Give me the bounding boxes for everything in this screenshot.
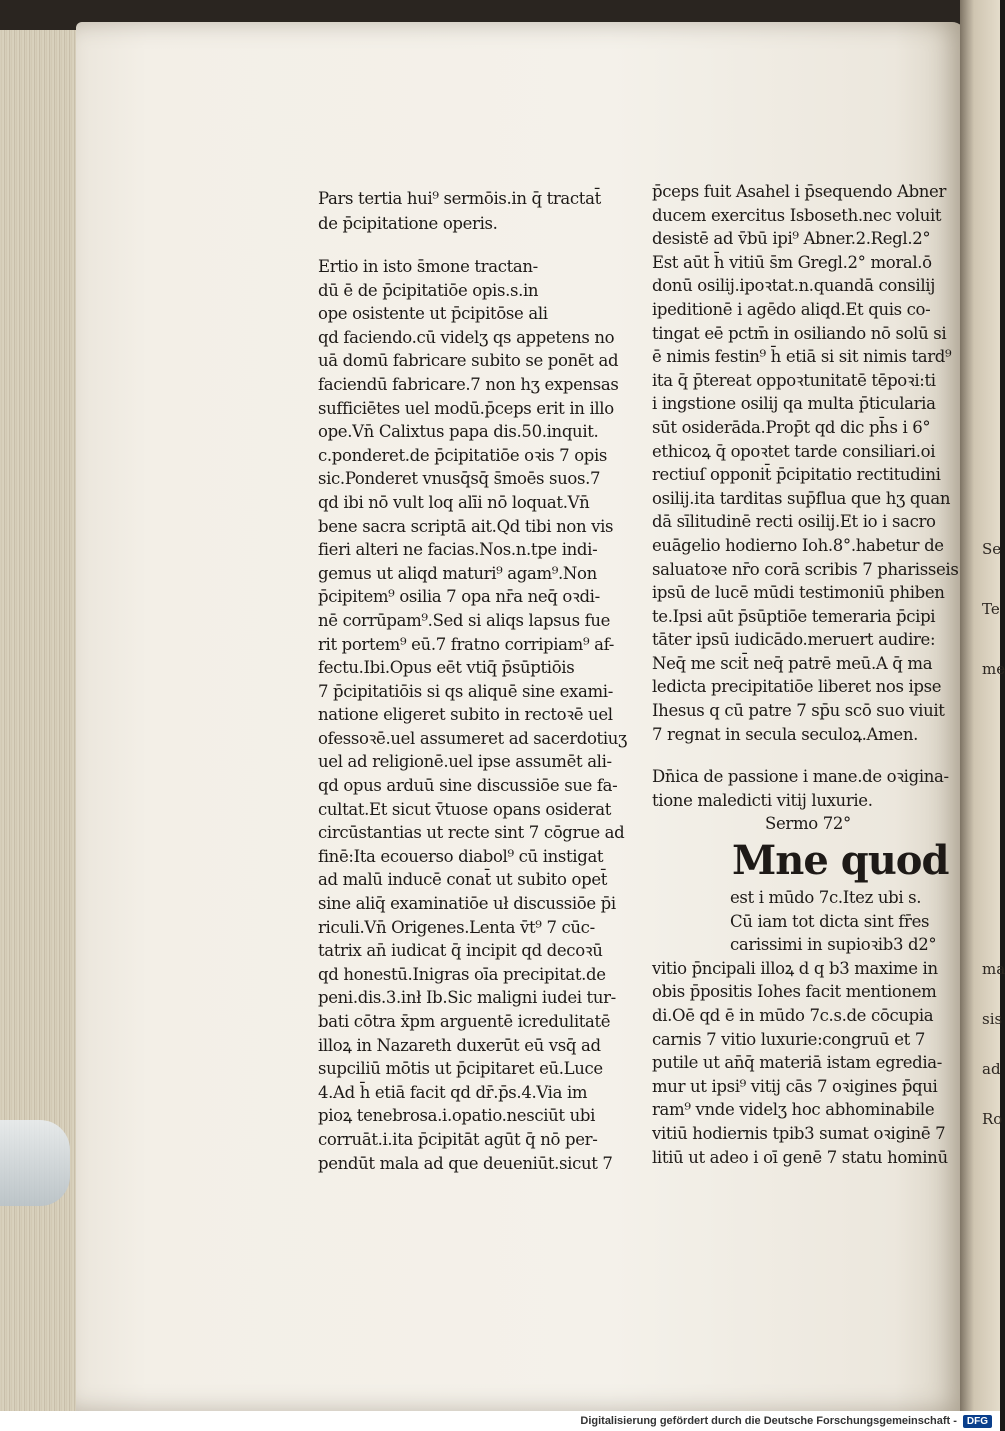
- text-line: di.Oē qd ē in mūdo 7c.s.de cōcupia: [652, 1006, 934, 1025]
- text-line: euāgelio hodierno Ioh.8°.habetur de: [652, 535, 944, 555]
- text-line: carnis 7 vitio luxurie:congruū et 7: [652, 1029, 925, 1049]
- text-line: Dn̄ica de passione i mane.de oꝛigina-: [652, 767, 949, 787]
- text-line: peni.dis.3.inł Ib.Sic maligni iudei tur-: [318, 988, 616, 1008]
- text-line: dā sīlitudinē recti osilij.Et io i sacro: [652, 512, 936, 532]
- text-line: mur ut ipsi⁹ vitij cās 7 oꝛigines p̄qui: [652, 1076, 938, 1096]
- text-line: desistē ad v̄bū ipi⁹ Abner.2.Regl.2°: [652, 229, 931, 249]
- text-line: obis p̄positis Iohes facit mentionem: [652, 982, 937, 1002]
- text-line: ethicoꝝ q̄ opoꝛtet tarde consiliari.oi: [652, 441, 936, 461]
- text-line: uel ad religionē.uel ipse assumēt ali-: [318, 752, 612, 772]
- text-line: c.ponderet.de p̄cipitatiōe oꝛis 7 opis: [318, 445, 608, 465]
- text-line: fectu.Ibi.Opus eēt vtiq̄ p̄sūptiōis: [318, 658, 575, 678]
- text-line: ad malū inducē conat̄ ut subito opet̄: [318, 870, 608, 890]
- text-line: i ingstione osilij qa multa p̄ticularia: [652, 394, 936, 414]
- text-line: litiū ut adeo i oī genē 7 statu hominū: [652, 1147, 948, 1167]
- text-line: ope.Vn̄ Calixtus papa dis.50.inquit.: [318, 422, 599, 442]
- text-line: tione maledicti vitij luxurie.: [652, 790, 873, 810]
- text-line: vitio p̄ncipali illoꝝ d q b3 maxime in: [652, 958, 938, 978]
- text-line: 4.Ad h̄ etiā facit qd dr̄.p̄s.4.Via im: [318, 1082, 588, 1102]
- right-text-column: [652, 180, 959, 1169]
- text-line: vitiū hodiernis tpib3 sumat oꝛiginē 7: [652, 1123, 946, 1143]
- text-line: Pars tertia hui⁹ sermōis.in q̄ tractat̄: [318, 189, 601, 208]
- text-line: qd honestū.Inigras oīa precipitat.de: [318, 964, 606, 984]
- sermon-number: Sermo 72°: [765, 814, 851, 834]
- text-line: Ihesus q cū patre 7 sp̄u scō suo viuit: [652, 701, 945, 721]
- text-line: saluatoꝛe nr̄o corā scribis 7 pharisseis: [652, 559, 959, 579]
- text-line: faciendū fabricare.7 non hʒ expensas: [318, 374, 619, 394]
- right-column-body: [652, 180, 959, 746]
- facing-page-fragment: ma: [982, 960, 1005, 978]
- text-line: supciliū mōtis ut p̄cipitaret eū.Luce: [318, 1059, 603, 1079]
- text-line: 7 p̄cipitatiōis si qs aliquē sine exami-: [318, 681, 613, 701]
- text-line: ipsū de lucē mūdi testimoniū phiben: [652, 583, 945, 603]
- text-line: dū ē de p̄cipitatiōe opis.s.in: [318, 280, 539, 300]
- sermon-heading: [652, 765, 949, 812]
- text-line: tingat eē pctm̄ in osiliando nō solū si: [652, 323, 947, 343]
- page-clip: [0, 1120, 70, 1206]
- facing-page-fragment: ad: [982, 1060, 1001, 1078]
- text-line: circūstantias ut recte sint 7 cōgrue ad: [318, 823, 625, 843]
- left-column-body: [318, 255, 627, 1175]
- text-line: ē nimis festin⁹ h̄ etiā si sit nimis tard⁹: [652, 347, 952, 367]
- text-line: gemus ut aliqd maturi⁹ agam⁹.Non: [318, 563, 597, 583]
- text-line: te.Ipsi aūt p̄sūptiōe temeraria p̄cipi: [652, 606, 936, 626]
- facing-page-fragment: Ro: [982, 1110, 1003, 1128]
- text-line: ram⁹ vnde videlʒ hoc abhominabile: [652, 1100, 935, 1120]
- text-line: ledicta precipitatiōe liberet nos ipse: [652, 677, 942, 697]
- text-line: pioꝝ tenebrosa.i.opatio.nesciūt ubi: [318, 1106, 596, 1126]
- text-line: 7 regnat in secula seculoꝝ.Amen.: [652, 724, 918, 744]
- text-line: cultat.Et sicut v̄tuose opans osiderat: [318, 799, 611, 819]
- text-line: nē corrūpam⁹.Sed si aliqs lapsus fue: [318, 610, 611, 630]
- text-line: donū osilij.ipoꝛtat.n.quandā consilij: [652, 276, 935, 296]
- text-line: natione eligeret subito in rectoꝛē uel: [318, 705, 613, 725]
- text-line: corruāt.i.ita p̄cipitāt agūt q̄ nō per-: [318, 1129, 598, 1149]
- text-line: Neq̄ me scit̄ neq̄ patrē meū.A q̄ ma: [652, 653, 933, 673]
- text-line: Est aūt h̄ vitiū s̄m Gregl.2° moral.ō: [652, 252, 932, 272]
- text-line: ita q̄ p̄tereat oppoꝛtunitatē tēpoꝛi:ti: [652, 370, 936, 390]
- footer-bar: [0, 1411, 1000, 1431]
- text-line: ducem exercitus Isboseth.nec voluit: [652, 205, 942, 225]
- facing-page-fragment: sis: [982, 1010, 1003, 1028]
- text-line: bene sacra scriptā ait.Qd tibi non vis: [318, 516, 614, 536]
- text-line: sine aliq̄ examinatiōe uł discussiōe p̄i: [318, 894, 616, 914]
- text-line: p̄ceps fuit Asahel i p̄sequendo Abner: [652, 182, 947, 201]
- facing-page-fragment: Se: [982, 540, 1002, 558]
- text-line: qd opus arduū sine discussiōe sue fa-: [318, 776, 618, 796]
- text-line: osilij.ita tarditas sup̄flua que hʒ quan: [652, 488, 951, 508]
- text-line: ofessoꝛē.uel assumeret ad sacerdotiuʒ: [318, 728, 627, 748]
- left-text-column: [318, 186, 627, 1175]
- facing-page-fragment: me: [982, 660, 1005, 678]
- text-line: sufficiētes uel modū.p̄ceps erit in illo: [318, 398, 614, 418]
- text-line: de p̄cipitatione operis.: [318, 214, 498, 233]
- text-line: finē:Ita ecouerso diabol⁹ cū instigat: [318, 846, 604, 866]
- dfg-logo: DFG: [963, 1415, 992, 1428]
- text-line: Cū iam tot dicta sint fr̄es: [730, 911, 930, 931]
- text-line: rectiuſ opponit̄ p̄cipitatio rectitudini: [652, 465, 941, 485]
- facing-page-fragment: Te: [982, 600, 1000, 618]
- sermon-opening-body: [652, 957, 948, 1169]
- text-line: uā domū fabricare subito se ponēt ad: [318, 351, 619, 371]
- text-line: riculi.Vn̄ Origenes.Lenta v̄t⁹ 7 cūc-: [318, 917, 595, 937]
- text-line: pendūt mala ad que deueniūt.sicut 7: [318, 1153, 613, 1173]
- text-line: tatrix an̄ iudicat q̄ incipit qd decoꝛū: [318, 941, 603, 961]
- text-line: qd ibi nō vult loq alīi nō loquat.Vn̄: [318, 492, 590, 512]
- facing-page-edge: [960, 0, 1005, 1411]
- incipit-initial: Mne quod: [732, 837, 949, 885]
- text-line: ope osistente ut p̄cipitōse ali: [318, 304, 548, 324]
- text-line: rit portem⁹ eū.7 fratno corripiam⁹ af-: [318, 634, 615, 654]
- text-line: sic.Ponderet vnusq̄sq̄ s̄moēs suos.7: [318, 469, 601, 489]
- text-line: tāter ipsū iudicādo.meruert audire:: [652, 630, 936, 650]
- text-line: est i mūdo 7c.Itez ubi s.: [730, 888, 922, 908]
- text-line: fieri alteri ne facias.Nos.n.tpe indi-: [318, 540, 598, 560]
- text-line: p̄cipitem⁹ osilia 7 opa nr̄a neq̄ oꝛdi-: [318, 587, 600, 607]
- text-line: ipeditionē i agēdo aliqd.Et quis co-: [652, 299, 931, 319]
- text-line: Ertio in isto s̄mone tractan-: [318, 257, 538, 276]
- text-line: qd faciendo.cū videlʒ qs appetens no: [318, 327, 615, 347]
- text-line: sūt osiderāda.Prop̄t qd dic ph̄s i 6°: [652, 417, 931, 437]
- text-line: illoꝝ in Nazareth duxerūt eū vsq̄ ad: [318, 1035, 601, 1055]
- sermon-opening-indented: [652, 886, 937, 957]
- text-line: putile ut an̄q̄ materiā istam egredia-: [652, 1053, 943, 1073]
- text-line: bati cōtra x̄pm arguentē icredulitatē: [318, 1012, 611, 1031]
- section-heading: [318, 186, 620, 236]
- text-line: carissimi in supioꝛib3 d2°: [730, 935, 937, 955]
- funding-credit: Digitalisierung gefördert durch die Deutsche Forschungsgemeinschaft -: [580, 1415, 957, 1427]
